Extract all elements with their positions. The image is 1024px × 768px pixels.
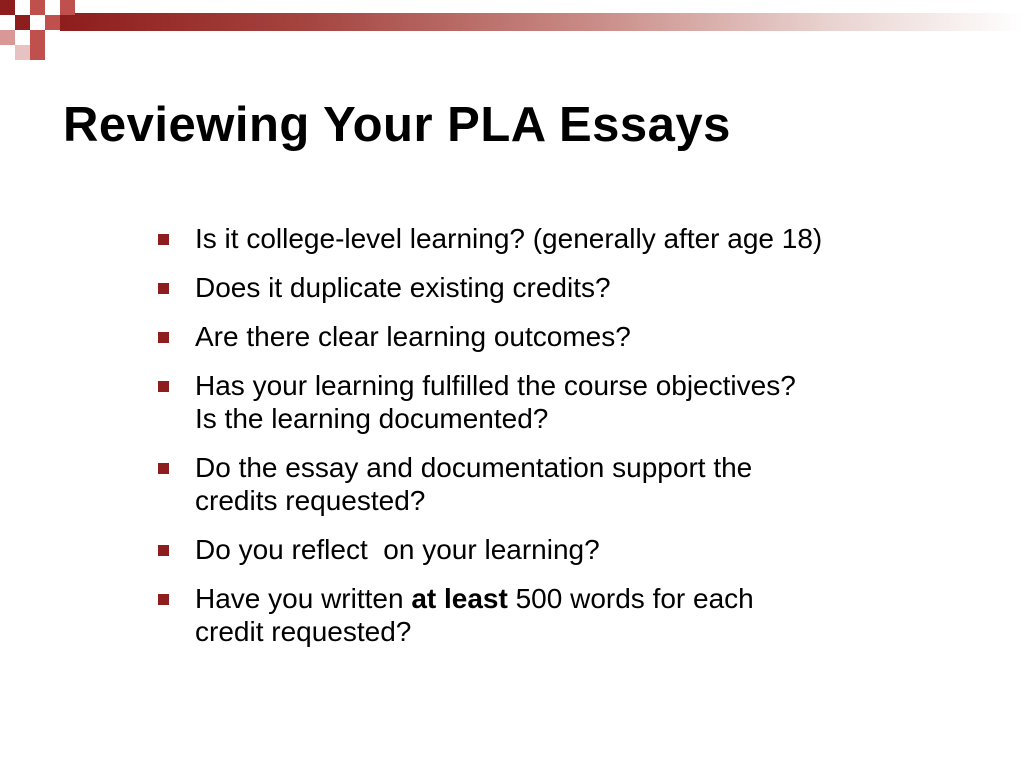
bullet-text-part: 500 words for each [507, 583, 754, 614]
decor-square [0, 30, 15, 45]
bullet-text-continuation: Is the learning documented? [195, 403, 549, 434]
slide-title: Reviewing Your PLA Essays [63, 98, 731, 152]
bullet-text: Does it duplicate existing credits? [195, 272, 611, 303]
decor-square [30, 45, 45, 60]
bullet-text-continuation: credits requested? [195, 485, 426, 516]
decor-square [15, 15, 30, 30]
bullet-item [158, 222, 1008, 255]
bullet-item [158, 369, 1008, 435]
bullet-item [158, 582, 1008, 648]
header-gradient-bar [60, 13, 1024, 31]
bullet-text: Do you reflect on your learning? [195, 534, 600, 565]
bullet-text: Do the essay and documentation support the [195, 452, 753, 483]
decor-square [15, 45, 30, 60]
square-bullet-icon [158, 463, 169, 474]
square-bullet-icon [158, 283, 169, 294]
decor-square [30, 0, 45, 15]
decor-square [0, 0, 15, 15]
square-bullet-icon [158, 381, 169, 392]
square-bullet-icon [158, 545, 169, 556]
bullet-text: Has your learning fulfilled the course objectives? [195, 370, 796, 401]
bullet-text-part: Have you written [195, 583, 412, 614]
square-bullet-icon [158, 234, 169, 245]
square-bullet-icon [158, 332, 169, 343]
square-bullet-icon [158, 594, 169, 605]
bullet-text [195, 582, 1008, 615]
decor-square [60, 0, 75, 15]
bullet-item [158, 451, 1008, 517]
bullet-list [158, 222, 1008, 664]
decor-square [45, 15, 60, 30]
emphasis-text: at least [411, 583, 508, 614]
bullet-item [158, 533, 1008, 566]
bullet-text-continuation: credit requested? [195, 616, 412, 647]
bullet-text: Is it college-level learning? (generally after age 18) [195, 223, 823, 254]
decor-square [30, 30, 45, 45]
bullet-text: Are there clear learning outcomes? [195, 321, 631, 352]
bullet-item [158, 320, 1008, 353]
bullet-item [158, 271, 1008, 304]
